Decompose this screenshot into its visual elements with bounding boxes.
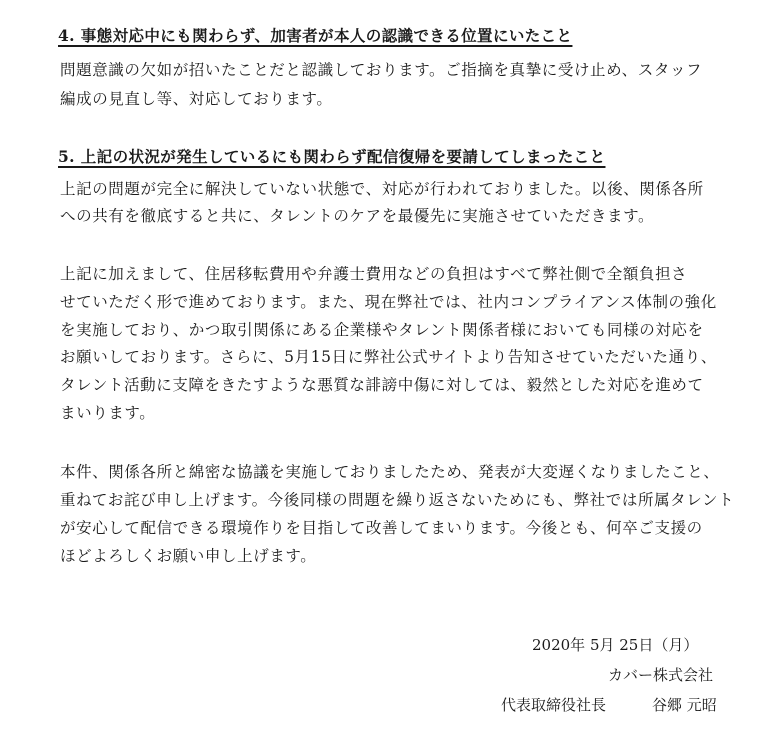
paragraph-1-line-3: を実施しており、かつ取引関係にある企業様やタレント関係者様においても同様の対応を: [60, 321, 704, 339]
signature-title: 代表取締役社長: [501, 696, 607, 714]
section-4-line-2: 編成の見直し等、対応しております。: [60, 90, 333, 108]
signature-company: カバー株式会社: [608, 666, 714, 684]
section-5-line-2: への共有を徹底すると共に、タレントのケアを最優先に実施させていただきます。: [60, 207, 655, 225]
section-4-line-1: 問題意識の欠如が招いたことだと認識しております。ご指摘を真摯に受け止め、スタッフ: [60, 61, 703, 79]
paragraph-2-line-3: が安心して配信できる環境作りを目指して改善してまいります。今後とも、何卒ご支援の: [60, 519, 703, 537]
signature-name: 谷郷 元昭: [652, 696, 717, 714]
signature-date: 2020年 5月 25日（月）: [532, 636, 699, 654]
paragraph-2-line-2: 重ねてお詫び申し上げます。今後同様の問題を繰り返さないためにも、弊社では所属タレント: [60, 491, 735, 509]
paragraph-1-line-4: お願いしております。さらに、5月15日に弊社公式サイトより告知させていただいた通り、: [60, 348, 717, 366]
paragraph-2-line-1: 本件、関係各所と綿密な協議を実施しておりましたため、発表が大変遅くなりましたこと、: [60, 463, 720, 481]
paragraph-1-line-2: せていただく形で進めております。また、現在弊社では、社内コンプライアンス体制の強化: [60, 293, 717, 311]
section-5-heading: 5. 上記の状況が発生しているにも関わらず配信復帰を要請してしまったこと: [58, 147, 606, 166]
paragraph-1-line-1: 上記に加えまして、住居移転費用や弁護士費用などの負担はすべて弊社側で全額負担さ: [60, 265, 688, 283]
section-5-line-1: 上記の問題が完全に解決していない状態で、対応が行われておりました。以後、関係各所: [60, 180, 704, 198]
paragraph-1-line-5: タレント活動に支障をきたすような悪質な誹謗中傷に対しては、毅然とした対応を進めて: [60, 376, 704, 394]
paragraph-1-line-6: まいります。: [60, 404, 156, 422]
paragraph-2-line-4: ほどよろしくお願い申し上げます。: [60, 547, 317, 565]
section-4-heading: 4. 事態対応中にも関わらず、加害者が本人の認識できる位置にいたこと: [58, 26, 573, 45]
